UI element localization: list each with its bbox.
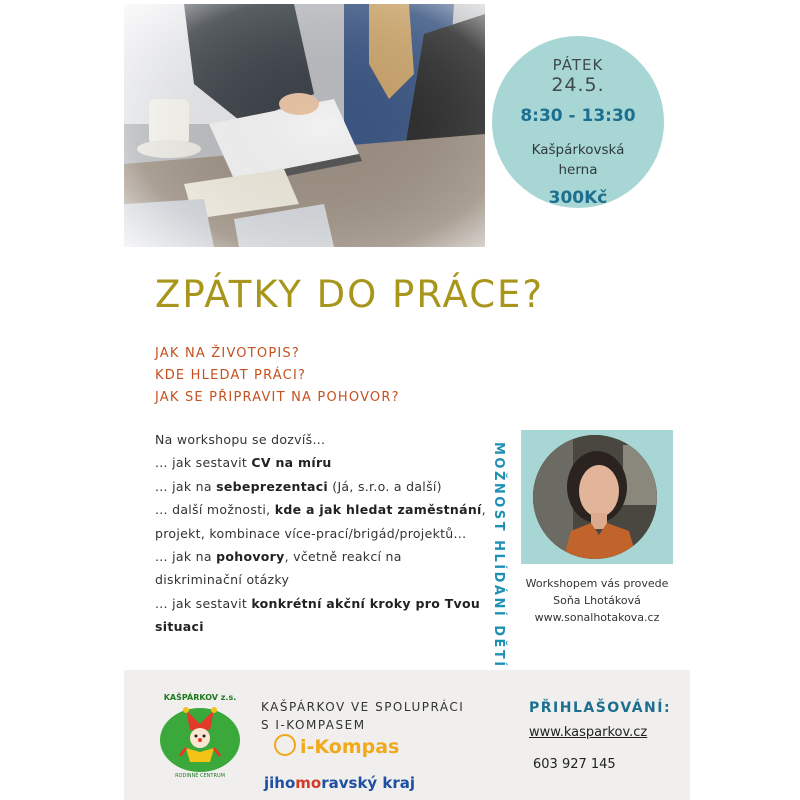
kasparkov-logo — [156, 690, 244, 778]
event-info-circle — [492, 36, 664, 208]
logo-text-bottom: RODINNÉ CENTRUM — [175, 773, 225, 778]
question-job-search: KDE HLEDAT PRÁCI? — [155, 368, 307, 383]
body-line-options: ... další možnosti, kde a jak hledat zaměstnání, — [155, 502, 486, 518]
childcare-note-text: MOŽNOST HLÍDÁNÍ DĚTÍ — [491, 442, 506, 669]
event-day: PÁTEK — [552, 56, 604, 74]
body-line-discrimination: diskriminační otázky — [155, 572, 290, 588]
body-line-action-steps: ... jak sestavit konkrétní akční kroky pro Tvou — [155, 595, 481, 611]
presenter-intro: Workshopem vás provede — [525, 577, 669, 590]
registration-label: PŘIHLAŠOVÁNÍ: — [529, 700, 672, 716]
registration-website-link[interactable]: www.kasparkov.cz — [529, 725, 648, 740]
event-date: 24.5. — [551, 74, 605, 96]
event-place — [510, 140, 646, 180]
event-place-line1: Kašpárkovská — [531, 142, 625, 158]
presenter-website[interactable]: www.sonalhotakova.cz — [534, 611, 660, 624]
cooperation-line1: KAŠPÁRKOV VE SPOLUPRÁCI — [261, 700, 465, 714]
registration-phone: 603 927 145 — [533, 757, 616, 772]
jmk-logo: jihomoravský kraj — [264, 774, 416, 792]
event-time: 8:30 - 13:30 — [520, 106, 636, 126]
presenter-caption — [521, 575, 673, 626]
question-interview: JAK SE PŘIPRAVIT NA POHOVOR? — [155, 390, 400, 405]
ikompas-text: i-Kompas — [300, 736, 400, 758]
intro-line: Na workshopu se dozvíš... — [155, 432, 326, 447]
footer — [124, 670, 690, 800]
event-price: 300Kč — [548, 188, 608, 208]
cooperation-text — [261, 698, 464, 734]
header-photo — [124, 4, 485, 247]
body-line-situation: situaci — [155, 619, 204, 635]
body-line-interviews: ... jak na pohovory, včetně reakcí na — [155, 549, 402, 565]
compass-icon — [274, 734, 296, 756]
presenter-name: Soňa Lhotáková — [553, 594, 641, 607]
question-cv: JAK NA ŽIVOTOPIS? — [155, 346, 300, 361]
question-list — [155, 343, 400, 409]
childcare-note — [491, 442, 513, 669]
body-line-projects: projekt, kombinace více-prací/brigád/projektů... — [155, 525, 467, 541]
ikompas-logo — [274, 734, 399, 758]
body-line-cv: ... jak sestavit CV na míru — [155, 455, 332, 471]
logo-text-top: KAŠPÁRKOV z.s. — [163, 693, 237, 702]
page-title: ZPÁTKY DO PRÁCE? — [155, 273, 545, 316]
workshop-description — [155, 428, 490, 639]
body-line-selfpresentation: ... jak na sebeprezentaci (Já, s.r.o. a další) — [155, 478, 442, 494]
presenter-photo — [533, 435, 657, 559]
presenter-photo-frame — [521, 430, 673, 564]
cooperation-line2: S I-KOMPASEM — [261, 718, 366, 732]
event-place-line2: herna — [558, 162, 598, 178]
